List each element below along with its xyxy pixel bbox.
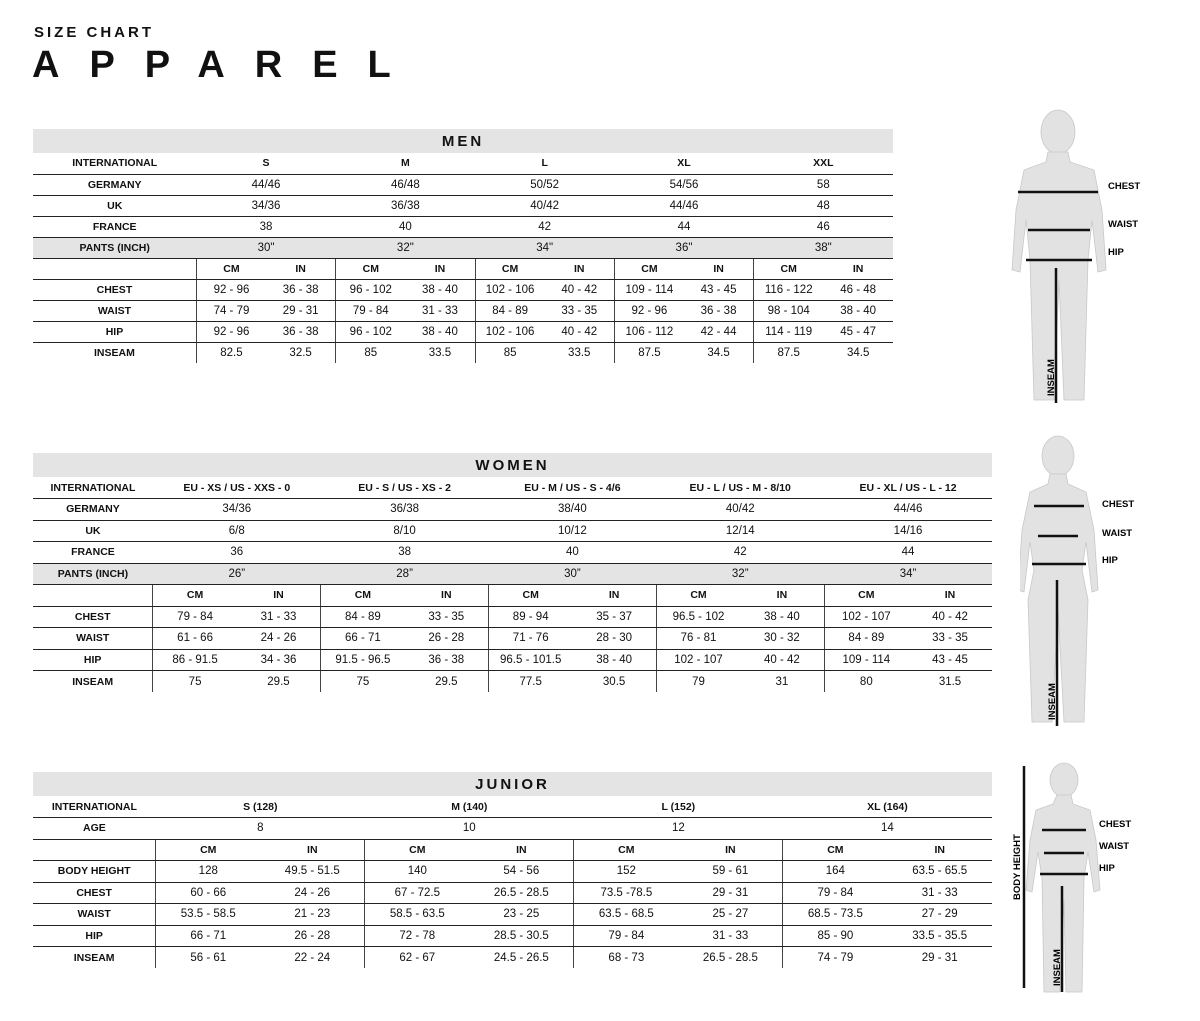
unit-header: CM: [754, 258, 824, 279]
measure-cell: 164: [783, 861, 888, 883]
measure-cell: 59 - 61: [678, 861, 783, 883]
measure-row: [33, 279, 893, 300]
measure-cell: 40 - 42: [740, 649, 824, 671]
size-cell: 34": [475, 237, 614, 258]
size-cell: 58: [754, 174, 893, 195]
measure-cell: 36 - 38: [266, 279, 336, 300]
measure-cell: 38 - 40: [405, 321, 475, 342]
junior-section-title: JUNIOR: [33, 772, 992, 796]
measure-cell: 79 - 84: [574, 925, 679, 947]
measure-cell: 40 - 42: [908, 606, 992, 628]
measure-cell: 36 - 38: [684, 300, 754, 321]
size-cell: 42: [656, 542, 824, 564]
measure-cell: 102 - 107: [824, 606, 908, 628]
measure-cell: 75: [321, 671, 405, 693]
unit-header: IN: [266, 258, 336, 279]
junior-body-height-label: BODY HEIGHT: [1012, 834, 1023, 900]
measure-cell: 128: [156, 861, 261, 883]
measure-cell: 84 - 89: [321, 606, 405, 628]
measure-row: [33, 861, 992, 883]
size-cell: 12: [574, 818, 783, 840]
row-label: GERMANY: [33, 499, 153, 521]
row-label: INSEAM: [72, 675, 114, 688]
measure-row: [33, 606, 992, 628]
measure-cell: 29 - 31: [266, 300, 336, 321]
measure-cell: 68.5 - 73.5: [783, 904, 888, 926]
row-label: HIP: [33, 321, 196, 342]
unit-header: CM: [614, 258, 684, 279]
unit-header: CM: [153, 585, 237, 607]
women-size-table: [33, 477, 992, 692]
men-section-title: MEN: [33, 129, 893, 153]
measure-cell: 26.5 - 28.5: [702, 951, 758, 964]
measure-cell: 75: [153, 671, 237, 693]
size-cell: EU - M / US - S - 4/6: [489, 477, 657, 499]
size-cell: 28”: [321, 563, 489, 585]
men-inseam-label: INSEAM: [1046, 359, 1057, 396]
men-body-figure: [1010, 100, 1170, 410]
size-cell: 30": [196, 237, 335, 258]
unit-header: IN: [260, 839, 365, 861]
row-label: HIP: [33, 925, 156, 947]
size-row: [33, 237, 893, 258]
measure-cell: 60 - 66: [156, 882, 261, 904]
unit-header: IN: [405, 585, 489, 607]
measure-cell: 72 - 78: [365, 925, 470, 947]
row-label: PANTS (INCH): [33, 563, 153, 585]
unit-header: IN: [684, 258, 754, 279]
measure-cell: 26 - 28: [405, 628, 489, 650]
measure-cell: 140: [365, 861, 470, 883]
measure-cell: 98 - 104: [754, 300, 824, 321]
size-cell: 40/42: [656, 499, 824, 521]
unit-header: IN: [405, 258, 475, 279]
size-cell: 44/46: [196, 174, 335, 195]
measure-cell: 23 - 25: [469, 904, 574, 926]
size-cell: 12/14: [656, 520, 824, 542]
measure-cell: 40 - 42: [545, 321, 615, 342]
measure-cell: 32.5: [289, 346, 312, 359]
size-cell: 32": [336, 237, 475, 258]
measure-cell: 76 - 81: [656, 628, 740, 650]
measure-cell: 77.5: [489, 671, 573, 693]
men-waist-label: WAIST: [1108, 219, 1139, 230]
measure-cell: 30 - 32: [740, 628, 824, 650]
size-cell: S (128): [156, 796, 365, 818]
size-cell: 34/36: [153, 499, 321, 521]
measure-row: [33, 947, 992, 969]
measure-cell: 92 - 96: [614, 300, 684, 321]
measure-cell: 67 - 72.5: [365, 882, 470, 904]
measure-row: [33, 649, 992, 671]
size-cell: 48: [754, 195, 893, 216]
measure-cell: 96 - 102: [336, 279, 406, 300]
measure-cell: 92 - 96: [196, 321, 266, 342]
size-cell: 30”: [489, 563, 657, 585]
size-cell: 10: [365, 818, 574, 840]
measure-cell: 96.5 - 101.5: [489, 649, 573, 671]
measure-cell: 86 - 91.5: [153, 649, 237, 671]
measure-cell: 84 - 89: [475, 300, 545, 321]
unit-header: CM: [156, 839, 261, 861]
row-label: WAIST: [33, 904, 156, 926]
measure-cell: 53.5 - 58.5: [156, 904, 261, 926]
measure-cell: 38 - 40: [405, 279, 475, 300]
unit-header: CM: [783, 839, 888, 861]
women-chest-label: CHEST: [1102, 499, 1135, 510]
measure-cell: 34 - 36: [237, 649, 321, 671]
row-label: AGE: [33, 818, 156, 840]
size-cell: 38": [754, 237, 893, 258]
unit-row-spacer: [33, 258, 196, 279]
measure-cell: 96.5 - 102: [656, 606, 740, 628]
measure-row: [33, 671, 992, 693]
size-cell: XL (164): [783, 796, 992, 818]
measure-cell: 85: [336, 342, 406, 363]
measure-cell: 31 - 33: [887, 882, 992, 904]
men-hip-label: HIP: [1108, 247, 1124, 258]
size-cell: XXL: [754, 153, 893, 174]
size-row: [33, 477, 992, 499]
row-label: INSEAM: [94, 346, 135, 359]
women-section-title: WOMEN: [33, 453, 992, 477]
measure-cell: 46 - 48: [823, 279, 893, 300]
junior-inseam-label: INSEAM: [1052, 949, 1063, 986]
unit-header: IN: [740, 585, 824, 607]
row-label: INTERNATIONAL: [33, 477, 153, 499]
size-cell: 36": [614, 237, 753, 258]
size-cell: L: [475, 153, 614, 174]
measure-cell: 26 - 28: [260, 925, 365, 947]
measure-cell: 54 - 56: [469, 861, 574, 883]
measure-row: [33, 321, 893, 342]
measure-cell: 29.5: [435, 675, 458, 688]
size-cell: EU - L / US - M - 8/10: [656, 477, 824, 499]
junior-chest-label: CHEST: [1099, 819, 1132, 830]
measure-cell: 102 - 106: [475, 321, 545, 342]
size-cell: L (152): [574, 796, 783, 818]
size-cell: 42: [475, 216, 614, 237]
size-cell: 36/38: [321, 499, 489, 521]
junior-size-table: [33, 796, 992, 968]
measure-cell: 38 - 40: [823, 300, 893, 321]
measure-cell: 87.5: [754, 342, 824, 363]
size-cell: 8: [156, 818, 365, 840]
unit-header: CM: [336, 258, 406, 279]
unit-header: CM: [574, 839, 679, 861]
size-cell: 36/38: [336, 195, 475, 216]
size-cell: 8/10: [321, 520, 489, 542]
measure-cell: 68 - 73: [574, 947, 679, 969]
measure-cell: 22 - 24: [294, 951, 331, 964]
size-row: [33, 563, 992, 585]
measure-cell: 33.5: [428, 346, 452, 359]
measure-cell: 33.5 - 35.5: [887, 925, 992, 947]
unit-header: IN: [237, 585, 321, 607]
row-label: HIP: [33, 649, 153, 671]
unit-header: CM: [196, 258, 266, 279]
junior-waist-label: WAIST: [1099, 841, 1130, 852]
measure-cell: 31 - 33: [678, 925, 783, 947]
measure-cell: 49.5 - 51.5: [260, 861, 365, 883]
size-cell: 40/42: [475, 195, 614, 216]
measure-cell: 28.5 - 30.5: [469, 925, 574, 947]
measure-cell: 58.5 - 63.5: [365, 904, 470, 926]
measure-cell: 33 - 35: [405, 606, 489, 628]
women-body-figure: [1020, 430, 1180, 730]
unit-row-spacer: [33, 585, 153, 607]
measure-cell: 74 - 79: [783, 947, 888, 969]
measure-cell: 33.5: [568, 346, 591, 359]
measure-cell: 31 - 33: [237, 606, 321, 628]
size-row: [33, 542, 992, 564]
measure-cell: 36 - 38: [405, 649, 489, 671]
women-hip-label: HIP: [1102, 555, 1118, 566]
row-label: PANTS (INCH): [33, 237, 196, 258]
page-title: APPAREL: [32, 44, 421, 86]
measure-cell: 30.5: [602, 675, 626, 688]
measure-row: [33, 628, 992, 650]
size-row: [33, 174, 893, 195]
row-label: WAIST: [33, 628, 153, 650]
measure-cell: 24.5 - 26.5: [493, 951, 549, 964]
unit-header: CM: [656, 585, 740, 607]
unit-header: CM: [475, 258, 545, 279]
size-row: [33, 216, 893, 237]
eyebrow-title: SIZE CHART: [34, 24, 154, 41]
measure-cell: 84 - 89: [824, 628, 908, 650]
size-cell: 38: [321, 542, 489, 564]
row-label: UK: [33, 520, 153, 542]
measure-cell: 35 - 37: [572, 606, 656, 628]
measure-cell: 89 - 94: [489, 606, 573, 628]
size-cell: 36: [153, 542, 321, 564]
row-label: CHEST: [33, 882, 156, 904]
measure-cell: 85 - 90: [783, 925, 888, 947]
men-section: [33, 129, 893, 363]
measure-cell: 38 - 40: [572, 649, 656, 671]
measure-cell: 92 - 96: [196, 279, 266, 300]
measure-cell: 24 - 26: [237, 628, 321, 650]
size-cell: 32”: [656, 563, 824, 585]
measure-cell: 87.5: [614, 342, 684, 363]
row-label: FRANCE: [33, 216, 196, 237]
measure-cell: 85: [475, 342, 545, 363]
size-row: [33, 818, 992, 840]
size-cell: 44: [614, 216, 753, 237]
measure-row: [33, 904, 992, 926]
row-label: CHEST: [33, 279, 196, 300]
unit-header: IN: [887, 839, 992, 861]
size-row: [33, 153, 893, 174]
measure-cell: 31: [775, 675, 789, 688]
size-row: [33, 796, 992, 818]
measure-cell: 109 - 114: [614, 279, 684, 300]
measure-cell: 38 - 40: [740, 606, 824, 628]
unit-header: CM: [489, 585, 573, 607]
size-cell: 44/46: [824, 499, 992, 521]
measure-cell: 74 - 79: [196, 300, 266, 321]
row-label: BODY HEIGHT: [33, 861, 156, 883]
women-section: [33, 453, 992, 692]
row-label: FRANCE: [33, 542, 153, 564]
measure-cell: 42 - 44: [684, 321, 754, 342]
measure-cell: 152: [574, 861, 679, 883]
size-cell: 38/40: [489, 499, 657, 521]
women-waist-label: WAIST: [1102, 528, 1133, 539]
measure-cell: 63.5 - 65.5: [887, 861, 992, 883]
unit-header: IN: [572, 585, 656, 607]
measure-cell: 33 - 35: [908, 628, 992, 650]
unit-header: CM: [365, 839, 470, 861]
unit-header: CM: [321, 585, 405, 607]
size-cell: 10/12: [489, 520, 657, 542]
row-label: CHEST: [33, 606, 153, 628]
size-cell: EU - S / US - XS - 2: [321, 477, 489, 499]
row-label: WAIST: [33, 300, 196, 321]
size-cell: 14/16: [824, 520, 992, 542]
measure-cell: 43 - 45: [908, 649, 992, 671]
row-label: INTERNATIONAL: [33, 153, 196, 174]
row-label: GERMANY: [33, 174, 196, 195]
measure-cell: 36 - 38: [266, 321, 336, 342]
measure-cell: 25 - 27: [678, 904, 783, 926]
row-label: INSEAM: [73, 951, 115, 964]
size-cell: EU - XL / US - L - 12: [824, 477, 992, 499]
size-cell: 14: [783, 818, 992, 840]
measure-cell: 63.5 - 68.5: [574, 904, 679, 926]
measure-cell: 66 - 71: [156, 925, 261, 947]
men-size-table: [33, 153, 893, 363]
measure-cell: 29.5: [267, 675, 290, 688]
unit-header: IN: [469, 839, 574, 861]
measure-cell: 114 - 119: [754, 321, 824, 342]
size-cell: 6/8: [153, 520, 321, 542]
measure-cell: 33 - 35: [545, 300, 615, 321]
size-cell: 34/36: [196, 195, 335, 216]
size-cell: 44: [824, 542, 992, 564]
size-cell: S: [196, 153, 335, 174]
measure-cell: 66 - 71: [321, 628, 405, 650]
size-cell: 50/52: [475, 174, 614, 195]
size-cell: 46: [754, 216, 893, 237]
junior-hip-label: HIP: [1099, 863, 1115, 874]
measure-cell: 24 - 26: [260, 882, 365, 904]
measure-cell: 73.5 -78.5: [574, 882, 679, 904]
measure-cell: 45 - 47: [823, 321, 893, 342]
measure-cell: 82.5: [196, 342, 266, 363]
size-cell: 40: [336, 216, 475, 237]
measure-cell: 61 - 66: [153, 628, 237, 650]
row-label: UK: [33, 195, 196, 216]
unit-header: IN: [908, 585, 992, 607]
unit-row: [33, 258, 893, 279]
measure-cell: 31 - 33: [405, 300, 475, 321]
measure-cell: 29 - 31: [678, 882, 783, 904]
size-cell: 46/48: [336, 174, 475, 195]
measure-cell: 28 - 30: [572, 628, 656, 650]
size-row: [33, 195, 893, 216]
measure-cell: 80: [824, 671, 908, 693]
measure-cell: 116 - 122: [754, 279, 824, 300]
measure-cell: 109 - 114: [824, 649, 908, 671]
measure-row: [33, 342, 893, 363]
size-cell: 54/56: [614, 174, 753, 195]
measure-row: [33, 925, 992, 947]
size-row: [33, 520, 992, 542]
measure-cell: 62 - 67: [365, 947, 470, 969]
size-cell: M (140): [365, 796, 574, 818]
measure-cell: 40 - 42: [545, 279, 615, 300]
measure-cell: 102 - 107: [656, 649, 740, 671]
junior-section: [33, 772, 992, 968]
unit-row: [33, 839, 992, 861]
measure-cell: 106 - 112: [614, 321, 684, 342]
measure-cell: 102 - 106: [475, 279, 545, 300]
size-cell: 26”: [153, 563, 321, 585]
measure-cell: 79 - 84: [783, 882, 888, 904]
measure-cell: 79 - 84: [153, 606, 237, 628]
unit-header: IN: [545, 258, 615, 279]
size-cell: 40: [489, 542, 657, 564]
size-cell: 44/46: [614, 195, 753, 216]
measure-cell: 34.5: [707, 346, 730, 359]
row-label: INTERNATIONAL: [33, 796, 156, 818]
measure-cell: 79 - 84: [336, 300, 406, 321]
junior-body-figure: [1008, 760, 1188, 1000]
unit-header: IN: [678, 839, 783, 861]
measure-cell: 56 - 61: [156, 947, 261, 969]
measure-cell: 31.5: [938, 675, 962, 688]
size-cell: M: [336, 153, 475, 174]
unit-row: [33, 585, 992, 607]
size-cell: 38: [196, 216, 335, 237]
measure-cell: 71 - 76: [489, 628, 573, 650]
measure-cell: 21 - 23: [260, 904, 365, 926]
measure-cell: 91.5 - 96.5: [321, 649, 405, 671]
size-cell: 34”: [824, 563, 992, 585]
measure-cell: 26.5 - 28.5: [469, 882, 574, 904]
men-chest-label: CHEST: [1108, 181, 1141, 192]
women-inseam-label: INSEAM: [1047, 683, 1058, 720]
unit-header: CM: [824, 585, 908, 607]
measure-cell: 29 - 31: [921, 951, 958, 964]
measure-cell: 34.5: [846, 346, 870, 359]
measure-row: [33, 300, 893, 321]
measure-cell: 96 - 102: [336, 321, 406, 342]
size-cell: XL: [614, 153, 753, 174]
measure-cell: 79: [656, 671, 740, 693]
unit-row-spacer: [33, 839, 156, 861]
measure-row: [33, 882, 992, 904]
measure-cell: 27 - 29: [887, 904, 992, 926]
measure-cell: 43 - 45: [684, 279, 754, 300]
unit-header: IN: [823, 258, 893, 279]
size-cell: EU - XS / US - XXS - 0: [153, 477, 321, 499]
size-row: [33, 499, 992, 521]
